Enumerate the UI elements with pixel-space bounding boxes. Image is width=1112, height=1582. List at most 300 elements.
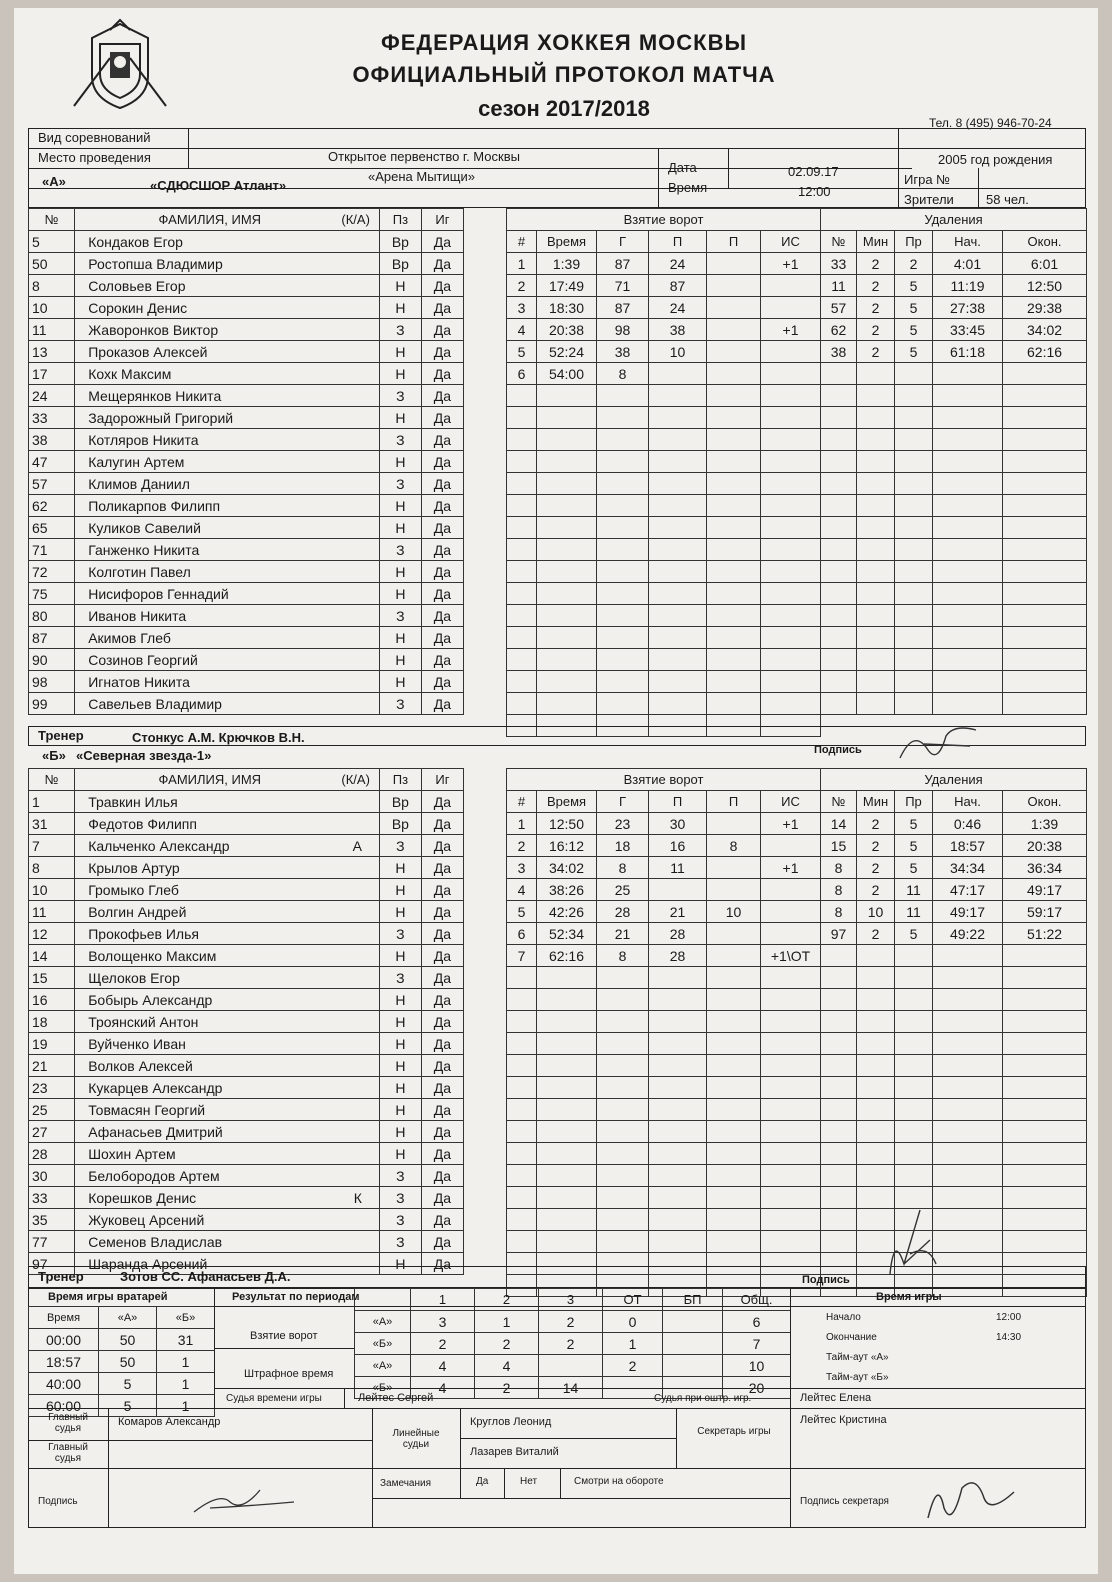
- penalty-cell: [1003, 363, 1087, 385]
- result-cell: 0: [603, 1311, 663, 1333]
- team-b-goals: [506, 768, 821, 1297]
- goal-cell: 6: [507, 363, 537, 385]
- goal-cell: 87: [649, 275, 707, 297]
- goal-cell: 4: [507, 319, 537, 341]
- goal-row: [507, 605, 821, 627]
- goal-cell: [507, 627, 537, 649]
- goals-col-header: ИС: [761, 231, 821, 253]
- goal-cell: 3: [507, 857, 537, 879]
- goal-cell: 38: [597, 341, 649, 363]
- goal-cell: 38:26: [537, 879, 597, 901]
- penalty-row: [821, 627, 1087, 649]
- chief-ref-2-label: Главный судья: [48, 1442, 88, 1464]
- goal-cell: [537, 1165, 597, 1187]
- gk-col-header: «Б»: [157, 1307, 215, 1329]
- goal-cell: [507, 385, 537, 407]
- player-name: Мещерянков Никита: [88, 387, 222, 404]
- penalty-cell: 8: [821, 879, 857, 901]
- player-position: З: [379, 539, 421, 561]
- coach-b-signature-icon: [880, 1204, 950, 1284]
- goal-cell: [649, 1033, 707, 1055]
- player-name: Куликов Савелий: [88, 519, 201, 536]
- timekeeper-label: Судья времени игры: [226, 1393, 322, 1404]
- team-b-tag: «Б»: [42, 748, 66, 763]
- penalties-col-header: Окон.: [1003, 231, 1087, 253]
- player-played: Да: [421, 583, 463, 605]
- birth-year: 2005 год рождения: [938, 152, 1053, 167]
- player-position: Вр: [379, 791, 421, 813]
- goal-cell: [649, 989, 707, 1011]
- result-cell: 2: [411, 1333, 475, 1355]
- goal-cell: +1: [761, 857, 821, 879]
- col-name-ka: [75, 209, 380, 231]
- goal-cell: [507, 583, 537, 605]
- penalty-cell: [895, 451, 933, 473]
- goal-cell: [707, 1055, 761, 1077]
- penalty-cell: [821, 1187, 857, 1209]
- player-number: 11: [29, 901, 75, 923]
- player-number: 5: [29, 231, 75, 253]
- gk-cell: 31: [157, 1329, 215, 1351]
- goal-cell: [649, 1165, 707, 1187]
- goal-cell: [649, 1231, 707, 1253]
- goal-cell: [761, 495, 821, 517]
- player-row: [29, 1143, 506, 1165]
- pim-row-label: Штрафное время: [244, 1368, 334, 1380]
- penalty-cell: 2: [895, 253, 933, 275]
- penalty-cell: 59:17: [1003, 901, 1087, 923]
- player-played: Да: [421, 363, 463, 385]
- player-position: Н: [379, 1011, 421, 1033]
- notes-label: Замечания: [380, 1478, 432, 1489]
- player-name: Кондаков Егор: [88, 233, 183, 250]
- penalty-cell: [857, 671, 895, 693]
- periods-title: Результат по периодам: [232, 1291, 360, 1303]
- penalty-cell: [857, 1077, 895, 1099]
- result-cell: [663, 1333, 723, 1355]
- player-position: Н: [379, 1055, 421, 1077]
- penalties-col-header: Пр: [895, 231, 933, 253]
- penalty-cell: [895, 945, 933, 967]
- goal-cell: [707, 1033, 761, 1055]
- player-name: Климов Даниил: [88, 475, 190, 492]
- goal-cell: [761, 605, 821, 627]
- goal-cell: [707, 1121, 761, 1143]
- goal-cell: [707, 989, 761, 1011]
- penalty-cell: [895, 561, 933, 583]
- col-played: Иг: [421, 769, 463, 791]
- penalty-cell: 11: [895, 901, 933, 923]
- penalty-cell: [895, 429, 933, 451]
- player-position: Н: [379, 901, 421, 923]
- penalty-cell: [1003, 473, 1087, 495]
- penalty-cell: [821, 517, 857, 539]
- player-name: Волков Алексей: [88, 1057, 193, 1074]
- penalties-col-header: Нач.: [933, 231, 1003, 253]
- penalty-cell: [1003, 1209, 1087, 1231]
- penalty-cell: [821, 1099, 857, 1121]
- penalty-cell: [933, 605, 1003, 627]
- goal-cell: [597, 473, 649, 495]
- goal-row: [507, 297, 821, 319]
- goal-cell: 30: [649, 813, 707, 835]
- linesman-2-value: Лазарев Виталий: [470, 1446, 559, 1458]
- goals-col-header: Время: [537, 791, 597, 813]
- goal-cell: [761, 275, 821, 297]
- player-position: Н: [379, 989, 421, 1011]
- goal-row: [507, 1055, 821, 1077]
- player-number: 10: [29, 879, 75, 901]
- result-cell: 10: [723, 1355, 791, 1377]
- penalties-col-header: №: [821, 231, 857, 253]
- goal-row: [507, 1187, 821, 1209]
- goal-row: [507, 561, 821, 583]
- penalty-cell: 5: [895, 297, 933, 319]
- penalties-col-header: Нач.: [933, 791, 1003, 813]
- penalty-cell: [821, 649, 857, 671]
- player-position: Вр: [379, 253, 421, 275]
- gk-header: [29, 1307, 215, 1329]
- goal-cell: 10: [649, 341, 707, 363]
- goal-cell: [707, 1099, 761, 1121]
- result-cell: 7: [723, 1333, 791, 1355]
- penalty-cell: [857, 385, 895, 407]
- player-played: Да: [421, 451, 463, 473]
- team-b-coach-label: Тренер: [38, 1269, 84, 1284]
- player-name: Травкин Илья: [88, 793, 178, 810]
- team-a-penalties: [820, 208, 1087, 715]
- player-name-cell: [75, 473, 380, 495]
- player-row: [29, 791, 506, 813]
- goal-row: [507, 1231, 821, 1253]
- notes-no[interactable]: Нет: [520, 1476, 538, 1487]
- penalty-cell: [821, 583, 857, 605]
- penalty-cell: 34:34: [933, 857, 1003, 879]
- penalty-cell: [895, 649, 933, 671]
- penalty-cell: [857, 583, 895, 605]
- goal-cell: 52:24: [537, 341, 597, 363]
- goal-cell: [761, 879, 821, 901]
- player-name-cell: [75, 945, 380, 967]
- goal-cell: 62:16: [537, 945, 597, 967]
- goal-cell: [597, 605, 649, 627]
- penalty-cell: [821, 561, 857, 583]
- player-row: [29, 1165, 506, 1187]
- goals-col-header: Г: [597, 791, 649, 813]
- goal-cell: [761, 671, 821, 693]
- goal-cell: [537, 561, 597, 583]
- result-cell: 4: [475, 1355, 539, 1377]
- goal-row: [507, 517, 821, 539]
- penalty-cell: [857, 945, 895, 967]
- goal-cell: [761, 451, 821, 473]
- player-name: Ганженко Никита: [88, 541, 200, 558]
- player-name-cell: [75, 429, 380, 451]
- penalty-cell: [1003, 671, 1087, 693]
- goal-cell: [649, 385, 707, 407]
- goal-cell: [649, 1209, 707, 1231]
- player-row: [29, 1209, 506, 1231]
- goal-cell: [761, 297, 821, 319]
- player-row: [29, 1077, 506, 1099]
- penalty-row: [821, 1121, 1087, 1143]
- goal-cell: [537, 583, 597, 605]
- player-row: [29, 253, 506, 275]
- goal-cell: [507, 1231, 537, 1253]
- goal-cell: 87: [597, 253, 649, 275]
- penalty-cell: [1003, 1187, 1087, 1209]
- result-col-header: БП: [663, 1289, 723, 1311]
- team-a-roster: [28, 208, 506, 715]
- penalty-row: [821, 967, 1087, 989]
- result-cell: 2: [475, 1333, 539, 1355]
- player-name: Кукарцев Александр: [88, 1079, 223, 1096]
- goal-row: [507, 539, 821, 561]
- player-position: Вр: [379, 813, 421, 835]
- result-team: «Б»: [355, 1377, 411, 1399]
- player-name-cell: [75, 791, 380, 813]
- goal-row: [507, 275, 821, 297]
- goal-cell: [649, 1099, 707, 1121]
- player-number: 75: [29, 583, 75, 605]
- goal-cell: [597, 1077, 649, 1099]
- player-played: Да: [421, 429, 463, 451]
- goal-cell: [649, 649, 707, 671]
- goal-cell: 18: [597, 835, 649, 857]
- player-name-cell: [75, 231, 380, 253]
- player-number: 99: [29, 693, 75, 715]
- player-name: Троянский Антон: [88, 1013, 199, 1030]
- goal-cell: [537, 649, 597, 671]
- goal-cell: [597, 1055, 649, 1077]
- player-position: Н: [379, 495, 421, 517]
- result-row: [355, 1355, 791, 1377]
- goal-cell: [649, 561, 707, 583]
- penalty-row: [821, 1231, 1087, 1253]
- col-position: Пз: [379, 769, 421, 791]
- penalty-cell: [821, 1143, 857, 1165]
- goal-cell: [507, 473, 537, 495]
- goal-cell: [649, 1143, 707, 1165]
- player-row: [29, 627, 506, 649]
- player-position: Н: [379, 583, 421, 605]
- player-position: Н: [379, 649, 421, 671]
- result-cell: 2: [539, 1311, 603, 1333]
- penalty-cell: 15: [821, 835, 857, 857]
- penalty-row: [821, 923, 1087, 945]
- player-row: [29, 495, 506, 517]
- player-number: 16: [29, 989, 75, 1011]
- goal-cell: [537, 1121, 597, 1143]
- goal-cell: 8: [597, 945, 649, 967]
- start-label: Начало: [826, 1312, 861, 1323]
- player-captain-mark: К: [353, 1189, 362, 1206]
- goal-cell: [707, 1209, 761, 1231]
- goal-cell: [537, 1011, 597, 1033]
- player-played: Да: [421, 1055, 463, 1077]
- secretary-sign-label: Подпись секретаря: [800, 1496, 889, 1507]
- goal-cell: [507, 649, 537, 671]
- goal-cell: [707, 627, 761, 649]
- secretary-value: Лейтес Кристина: [800, 1414, 887, 1426]
- player-name-cell: [75, 253, 380, 275]
- player-position: Н: [379, 407, 421, 429]
- goal-cell: [507, 1099, 537, 1121]
- goal-cell: [707, 1011, 761, 1033]
- timeout-b-label: Тайм-аут «Б»: [826, 1372, 889, 1383]
- penalty-row: [821, 275, 1087, 297]
- goal-cell: [537, 967, 597, 989]
- result-row: [355, 1311, 791, 1333]
- goal-cell: [707, 605, 761, 627]
- player-position: Вр: [379, 231, 421, 253]
- goal-cell: [761, 1055, 821, 1077]
- goal-cell: 25: [597, 879, 649, 901]
- goal-cell: [761, 649, 821, 671]
- player-position: Н: [379, 363, 421, 385]
- col-number: №: [29, 209, 75, 231]
- penalties-title: Удаления: [821, 209, 1087, 231]
- goal-cell: [649, 429, 707, 451]
- goal-cell: [597, 1011, 649, 1033]
- penalty-row: [821, 473, 1087, 495]
- goal-cell: 28: [649, 945, 707, 967]
- goal-cell: [537, 407, 597, 429]
- penalty-row: [821, 495, 1087, 517]
- goal-cell: [761, 1187, 821, 1209]
- notes-see-back[interactable]: Смотри на обороте: [574, 1476, 664, 1487]
- goal-cell: [761, 1077, 821, 1099]
- player-position: Н: [379, 857, 421, 879]
- goals-col-header: Время: [537, 231, 597, 253]
- gk-cell: 50: [99, 1351, 157, 1373]
- result-col-header: ОТ: [603, 1289, 663, 1311]
- penalty-row: [821, 693, 1087, 715]
- player-name: Кохк Максим: [88, 365, 172, 382]
- goal-cell: [537, 989, 597, 1011]
- penalty-cell: 6:01: [1003, 253, 1087, 275]
- player-number: 65: [29, 517, 75, 539]
- goal-cell: [597, 967, 649, 989]
- penalty-cell: [1003, 1011, 1087, 1033]
- ref-sign-label: Подпись: [38, 1496, 78, 1507]
- penalties-col-header: Мин: [857, 791, 895, 813]
- penalty-row: [821, 1011, 1087, 1033]
- penalty-cell: [895, 1011, 933, 1033]
- penalty-row: [821, 429, 1087, 451]
- goal-cell: 8: [597, 363, 649, 385]
- goal-cell: [707, 857, 761, 879]
- player-name: Проказов Алексей: [88, 343, 208, 360]
- player-number: 14: [29, 945, 75, 967]
- result-cell: 6: [723, 1311, 791, 1333]
- goal-row: [507, 945, 821, 967]
- goal-cell: 4: [507, 879, 537, 901]
- gk-cell: 1: [157, 1373, 215, 1395]
- team-a-name: «СДЮСШОР Атлант»: [150, 178, 287, 193]
- penalty-cell: [895, 1099, 933, 1121]
- player-played: Да: [421, 473, 463, 495]
- player-position: Н: [379, 1033, 421, 1055]
- goal-cell: [649, 879, 707, 901]
- goal-cell: [597, 1209, 649, 1231]
- goal-cell: [507, 495, 537, 517]
- player-name-cell: [75, 879, 380, 901]
- player-played: Да: [421, 605, 463, 627]
- penalty-cell: [857, 1165, 895, 1187]
- goals-col-header: П: [707, 231, 761, 253]
- goal-cell: [649, 495, 707, 517]
- player-row: [29, 879, 506, 901]
- player-name-cell: [75, 1121, 380, 1143]
- penalty-row: [821, 1055, 1087, 1077]
- goal-cell: [707, 923, 761, 945]
- player-number: 97: [29, 1253, 75, 1275]
- player-row: [29, 275, 506, 297]
- goals-col-header: П: [707, 791, 761, 813]
- goal-cell: [597, 429, 649, 451]
- goal-cell: 17:49: [537, 275, 597, 297]
- penalties-col-header: №: [821, 791, 857, 813]
- player-row: [29, 1055, 506, 1077]
- penalty-cell: [895, 1055, 933, 1077]
- penalty-cell: [895, 1121, 933, 1143]
- goal-cell: [537, 495, 597, 517]
- goal-cell: [761, 901, 821, 923]
- player-name: Семенов Владислав: [88, 1233, 223, 1250]
- penalty-cell: [895, 671, 933, 693]
- player-row: [29, 835, 506, 857]
- gk-row: [29, 1351, 215, 1373]
- player-row: [29, 561, 506, 583]
- player-name-cell: [75, 363, 380, 385]
- player-row: [29, 857, 506, 879]
- goals-col-header: П: [649, 231, 707, 253]
- goal-cell: [649, 407, 707, 429]
- goal-cell: 21: [597, 923, 649, 945]
- protocol-sheet: [14, 8, 1098, 1574]
- player-played: Да: [421, 319, 463, 341]
- penalty-row: [821, 341, 1087, 363]
- player-row: [29, 451, 506, 473]
- penalty-row: [821, 363, 1087, 385]
- penalty-cell: [1003, 583, 1087, 605]
- penalty-cell: [895, 989, 933, 1011]
- player-number: 18: [29, 1011, 75, 1033]
- goal-cell: 16:12: [537, 835, 597, 857]
- penalty-cell: [1003, 1121, 1087, 1143]
- penalty-cell: [821, 495, 857, 517]
- player-number: 8: [29, 857, 75, 879]
- goal-cell: [649, 1187, 707, 1209]
- player-row: [29, 297, 506, 319]
- notes-yes[interactable]: Да: [476, 1476, 489, 1487]
- player-number: 71: [29, 539, 75, 561]
- player-name-cell: [75, 1143, 380, 1165]
- result-cell: 4: [411, 1355, 475, 1377]
- penalty-cell: 62:16: [1003, 341, 1087, 363]
- player-number: 77: [29, 1231, 75, 1253]
- protocol-title: ОФИЦИАЛЬНЫЙ ПРОТОКОЛ МАТЧА: [352, 62, 776, 87]
- goal-cell: +1: [761, 319, 821, 341]
- player-number: 50: [29, 253, 75, 275]
- penalty-cell: [857, 429, 895, 451]
- goal-cell: 98: [597, 319, 649, 341]
- player-position: З: [379, 605, 421, 627]
- penalties-col-header: Пр: [895, 791, 933, 813]
- penalty-cell: 51:22: [1003, 923, 1087, 945]
- goal-cell: [707, 1077, 761, 1099]
